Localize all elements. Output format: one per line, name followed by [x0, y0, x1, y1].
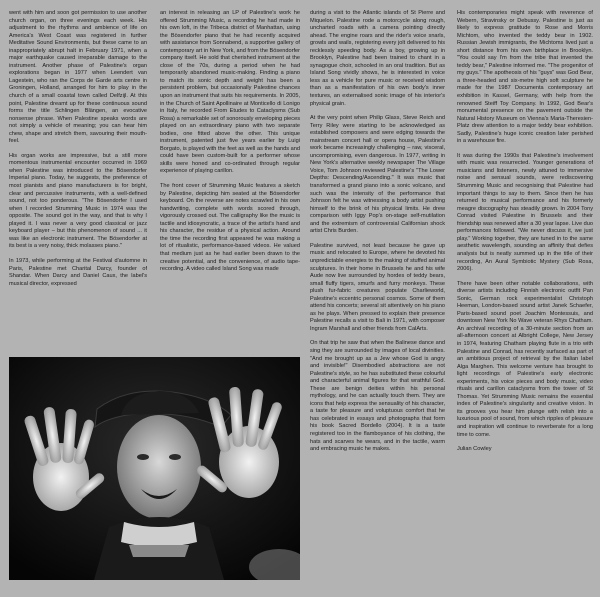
- paragraph: In 1973, while performing at the Festival d'automne in Paris, Palestine met Charital Darcy, founder of Shandar. When Darcy and Daniel Caux, the label's musical director, expressed: [9, 257, 147, 287]
- performer-photo: [9, 357, 300, 580]
- paragraph: It was during the 1990s that Palestine's involvement with music was resurrected. Younger generations of musicians and listeners, newly attuned to immersive noise and sensual sounds, were rediscovering Strumming Music and recognising that Palestine had important things to say to them. Since then he has returned to musical performance and his formerly meagre discography has steadily grown. In 2004 Tony Conrad visited Palestine in Brussels and their friendship was renewed after a 30 year lapse. Live duo performances followed. "We never discuss it, we just play." Working together, they are tuned in to the same aesthetic wavelength, sounding an affinity that defies analysis but is neatly summed up in the title of their recording, An Aural Symbiotic Mystery (Sub Rosa, 2006).: [457, 152, 593, 273]
- paragraph: His contemporaries might speak with reverence of Webern, Stravinsky or Debussy. Palestine is just as likely to express gratitude to Rose and Morris Michtom, who invented the teddy bear in 1902. Russian Jewish immigrants, the Michtoms lived just a short distance from his own birthplace in Brooklyn. "You could say I'm from the tribe that invented the teddy bear," Palestine informed me. "The progenitor of my guys." The apotheosis of his "guys" was God Bear, a three-headed and six-metre high soft sculpture he made for the 1987 Documenta contemporary art exhibition in Kassel, Germany, with help from the renowned Steiff Toy Company. In 1992, God Bear's monumental presence on the pavement outside the Natural History Museum on Vienna's Maria-Theresien-Platz drew attention to a major teddy bear exhibition. Sadly, Palestine's huge iconic creation later perished in a warehouse fire.: [457, 10, 593, 145]
- text-column-2: [160, 10, 300, 310]
- author-byline: Julian Cowley: [457, 446, 492, 453]
- paragraph: went with him and soon got permission to use another church organ, on three evenings each week. His adjustment to the rhythms and ambience of life on America's West Coast was registered in further Meditative Sound Environments, but these came to an inappropriately abrupt halt in February 1971, when a major earthquake caused irreparable damage to the instrument. Another phase of Palestine's organ explorations began in 1977 when Leendert van Lagestein, who ran the Corps de Garde arts centre in Groningen, Holland, arranged for him to play in the church of a small coastal town called Delfzijl. At this point, Palestine dreamt up for these continuous sound forms the title Schlingen Blängen, an evocative nonsense phrase. When Palestine speaks words are not simply a vehicle of meaning; you can hear him chew, shape and stretch them, savouring their mouth-feel.: [9, 10, 147, 145]
- paragraph: On that trip he saw that when the Balinese dance and sing they are surrounded by images of local divinities. "And me brought up as a Jew whose God is angry and invisible!" Disembodied abstractions are not Palestine's style, so he has substituted these colourful and characterful animal figures for that wrathful God. These are benign deities within his personal mythology, and he can actually touch them. They are icons that help express the sensuality of his character, a taste for pleasure and voluptuous comfort that he has celebrated in essays and photographs that form his book Sacred Bordello (2004). It is a taste registered too in the flamboyance of his clothing, the hats and scarves he wears, and in the tactile, warm and embracing music he makes.: [310, 340, 445, 453]
- text-column-1: [9, 10, 147, 310]
- paragraph: an interest in releasing an LP of Palestine's work he offered Strumming Music, a recording he had made in his own loft, in the Tribeca district of Manhattan, using the Bösendorfer piano that he had recently acquired with assistance from Sonnabend, a supportive gallery of contemporary art in New York, and from the Bösendorfer company itself. He sold that cherished instrument at the close of the 70s, during a period when he had temporarily abandoned music-making. Finding a piano to match its sonic depth and weight has been a persistent problem, but occasionally Palestine chances upon an instrument that suits his requirements. In 2005, in the Church of Saint Apollinaire at Monticello di Lonigo in Italy, he recorded From Etudes to Cataclysms (Sub Rosa) a remarkable set of sonorously enveloping pieces played on an extraordinary piano with two separate bodies, one fitted above the other. This unique instrument, patented just five years earlier by Luigi Borgato, is played with the feet as well as the hands and could have been custom-built for a performer whose skills were honed and co-ordinated through regular experience of playing carillon.: [160, 10, 300, 175]
- paragraph: At the very point when Philip Glass, Steve Reich and Terry Riley were starting to be acknowledged as established composers and were edging towards the mainstream concert hall or opera house, Palestine's work became increasingly challenging – raw, visceral, uncompromising, even dangerous. In 1977, writing in New York's alternative weekly newspaper The Village Voice, Tom Johnson reviewed Palestine's "The Lower Depths: Descending/Ascending." It was music that transformed a grand piano into a sonic volcano, and such was the intensity of the performance that Johnson felt he was witnessing a body artist pushing himself to the brink of his physical limits. He drew comparison with Iggy Pop's on-stage self-mutilation and the extremism of controversial Californian shock artist Chris Burden.: [310, 115, 445, 235]
- paragraph: There have been other notable collaborations, with diverse artists including Finnish electronic outfit Pan Sonic, German rock experimentalist Christoph Heeman, London-based sound artist Janek Schaefer, Paris-based sound poet Joachim Montessuis, and downtown New York No Wave veteran Rhys Chatham. An archival recording of a 30-minute section from an all-afternoon concert at Albright College, New Jersey in 1974, featuring Chatham playing flute in a trio with Palestine and Conrad, has recently surfaced as part of an ambitious project of retrieval by the Italian label Alga Marghen. This welcome venture has brought to light recordings of Palestine's early electronic experiments, his voice pieces and body music, video rituals and carillon cataclysms from the tower of St Thomas. Yet Strumming Music remains the essential index of Palestine's singularity and creative vision. In its grooves you hear him plunge with relish into a luxurious pool of sound, from which ripples of pleasure and inspiration will continue to reverberate for a long time to come.: [457, 280, 593, 438]
- paragraph: during a visit to the Atlantic islands of St Pierre and Miquelon. Palestine rode a motorcycle along rough, uncharted roads with a camera pointing directly ahead. The engine roars and the rider's voice snarls, growls and wails, registering every jolt delivered to his recklessly speeding body. As a boy, growing up in Brooklyn, Palestine had been trained to chant in a synagogue choir, schooled in an oral tradition. But as Island Song vividly shows, he is interested in voice less as a vehicle for pure music or received wisdom than as a manifestation of his own body's inner textures, an externalised sonic image of his interior's physical grain.: [310, 10, 445, 107]
- paragraph: His organ works are impressive, but a still more momentous instrumental encounter occurred in 1969 when Palestine was introduced to the Bösendorfer Imperial piano. Today, he suggests, the preference of most pianists and piano manufacturers is for bright, clear and percussive instruments, with a well-defined sound, not too ponderous. "The Bösendorfer I used when I recorded Strumming Music in 1974 was the opposite. The sound got in the way, and that is why I played it. I was never a very good classical or jazz keyboard player – but this phenomenon of sound ... it was like an electronic instrument. The Bösendorfer at its best is a very noisy, thick molasses piano.": [9, 152, 147, 250]
- performer-photo-illustration: [9, 357, 300, 580]
- paragraph: The front cover of Strumming Music features a sketch by Palestine, depicting him seated at the Bösendorfer keyboard. On the reverse are notes scrawled in his own handwriting, complete with words scored through, vigorously crossed out. The calligraphy like the music is tactile and idiosyncratic, a trace of the artist's hand and his character, the residue of a physical action. Around the time the recording first appeared he was making a lot of ritualistic, performance-based videos. He valued that medium just as he had earlier been drawn to the creative potential, and the convenience, of audio tape-recording. A video called Island Song was made: [160, 183, 300, 273]
- text-column-4: [457, 10, 593, 585]
- text-column-3: [310, 10, 445, 585]
- paragraph: Palestine survived, not least because he gave up music and relocated to Europe, where he devoted his unpredictable energies to the making of stuffed animal sculptures. In their home in Brussels he and his wife Aude now live surrounded by hordes of teddy bears, small fluffy tigers, smurfs and furry monkeys. These plush fur-fabric creatures populate Charlieworld, Palestine's eccentric personal cosmos. Some of them attend his concerts; several sit attentively on his piano as he plays. When pressed to explain their presence Palestine recalls a visit to Bali in 1971, with composer Ingram Marshall and other friends from CalArts.: [310, 242, 445, 332]
